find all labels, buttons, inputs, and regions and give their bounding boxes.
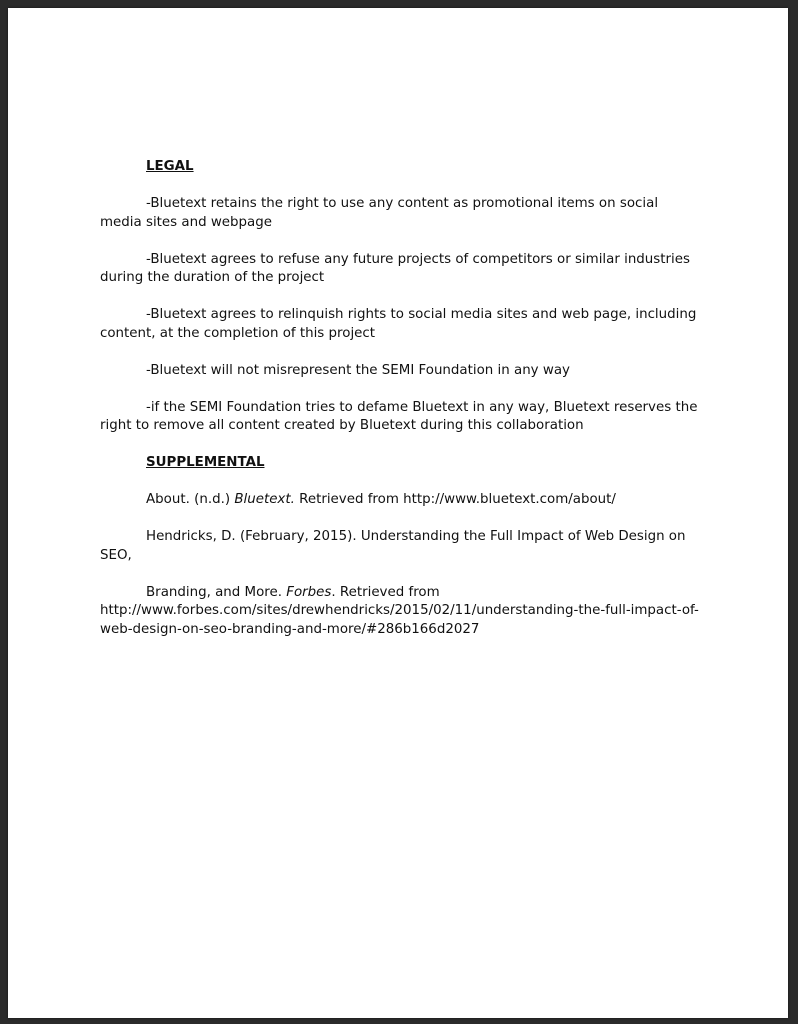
reference-prefix: About. (n.d.) [146,492,235,507]
reference-suffix: Retrieved from http://www.bluetext.com/about/ [294,492,616,507]
supplemental-heading: SUPPLEMENTAL [146,455,265,470]
reference-suffix: . Retrieved from http://www.forbes.com/sites/drewhendricks/2015/02/11/understanding-the-full-impact-of-web-design-on-seo-branding-and-more/#286b166d2027 [100,584,699,637]
legal-item: -Bluetext retains the right to use any content as promotional items on social media sites and webpage [100,196,659,230]
reference-hendricks-line1: Hendricks, D. (February, 2015). Understanding the Full Impact of Web Design on SEO, [100,529,686,563]
legal-item: -Bluetext will not misrepresent the SEMI Foundation in any way [146,362,570,378]
reference-title: Forbes [286,584,332,600]
legal-item: -Bluetext agrees to refuse any future projects of competitors or similar industries during the duration of the project [100,251,690,285]
document-page [8,8,788,1018]
document-content [100,158,700,658]
reference-hendricks-line2 [100,584,700,640]
legal-heading: LEGAL [146,159,194,174]
reference-title: Bluetext. [234,492,295,507]
reference-bluetext [100,491,700,510]
legal-item: -Bluetext agrees to relinquish rights to social media sites and web page, including content, at the completion of this project [100,307,697,341]
legal-item: -if the SEMI Foundation tries to defame Bluetext in any way, Bluetext reserves the right to remove all content created by Bluetext during this collaboration [100,399,698,433]
reference-prefix: Branding, and More. [146,584,287,600]
